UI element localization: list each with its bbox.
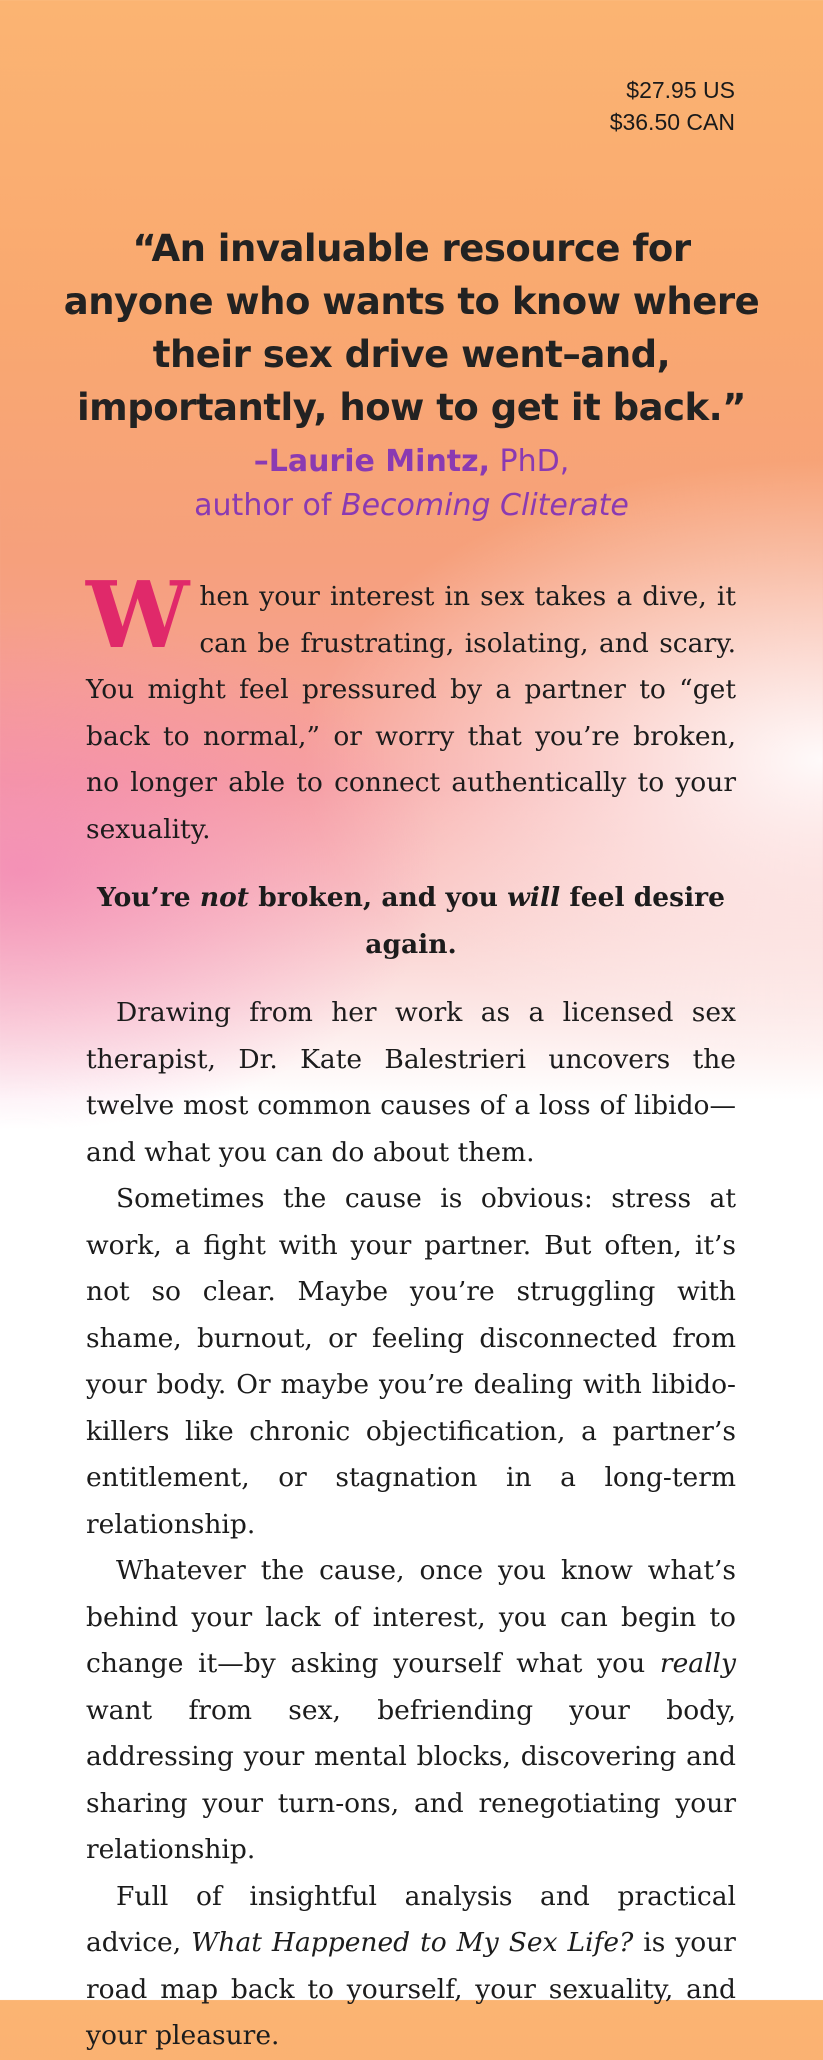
lead-text: hen your interest in sex takes a dive, it can be frustrating, isolating, and scary. You might feel pressured by a partner to “get back to normal,” or worry that you’re broken, no longer able to connect authentically to your sexuality. [86,581,736,845]
paragraph-5 [86,1874,736,2060]
paragraph-emphasis: really [659,1648,736,1679]
endorser-book-title: Becoming Cliterate [341,488,629,523]
endorser-name: –Laurie Mintz, [253,444,490,479]
price-can: $36.50 CAN [609,109,735,135]
paragraph-text: is your road map back to yourself, your sexuality, and your pleasure. [86,1927,736,2051]
tagline-emphasis: will [507,882,561,913]
tagline-part: feel desire again. [365,882,725,960]
endorsement-blurb [60,222,763,528]
price-block [610,74,735,138]
price-us: $27.95 US [626,77,735,103]
tagline-part: broken, and you [249,882,508,913]
endorser-degree: PhD, [490,444,570,479]
paragraph-2: Drawing from her work as a licensed sex therapist, Dr. Kate Balestrieri uncovers the twelve most common causes of a loss of libido—and what you can do about them. [86,997,736,1168]
endorser-credit: author of [194,488,342,523]
tagline [86,875,736,968]
paragraph-4 [86,1548,736,1874]
paragraph-text: Whatever the cause, once you know what’s behind your lack of interest, you can begin to change it—by asking yourself what you [86,1555,736,1679]
drop-cap: W [86,561,190,669]
jacket-copy [86,561,736,2060]
book-title: What Happened to My Sex Life? [191,1927,634,1958]
lead-paragraph [86,561,736,853]
endorsement-quote: “An invaluable resource for anyone who wants to know where their sex drive went–and, importantly, how to get it back.” [63,227,760,429]
paragraph-3: Sometimes the cause is obvious: stress at work, a fight with your partner. But often, it’s not so clear. Maybe you’re struggling with shame, burnout, or feeling disconnected from your body. Or maybe you’re dealing with libido-killers like chronic objectification, a partner’s entitlement, or stagnation in a long-term relationship. [86,1183,736,1540]
endorsement-attribution [60,440,763,528]
paragraph-text: Full of insightful analysis and practical advice, [86,1880,736,1958]
tagline-emphasis: not [199,882,250,913]
tagline-part: You’re [97,882,200,913]
paragraph-text: want from sex, befriending your body, addressing your mental blocks, discovering and sharing your turn-ons, and renegotiating your relationship. [86,1694,736,1865]
